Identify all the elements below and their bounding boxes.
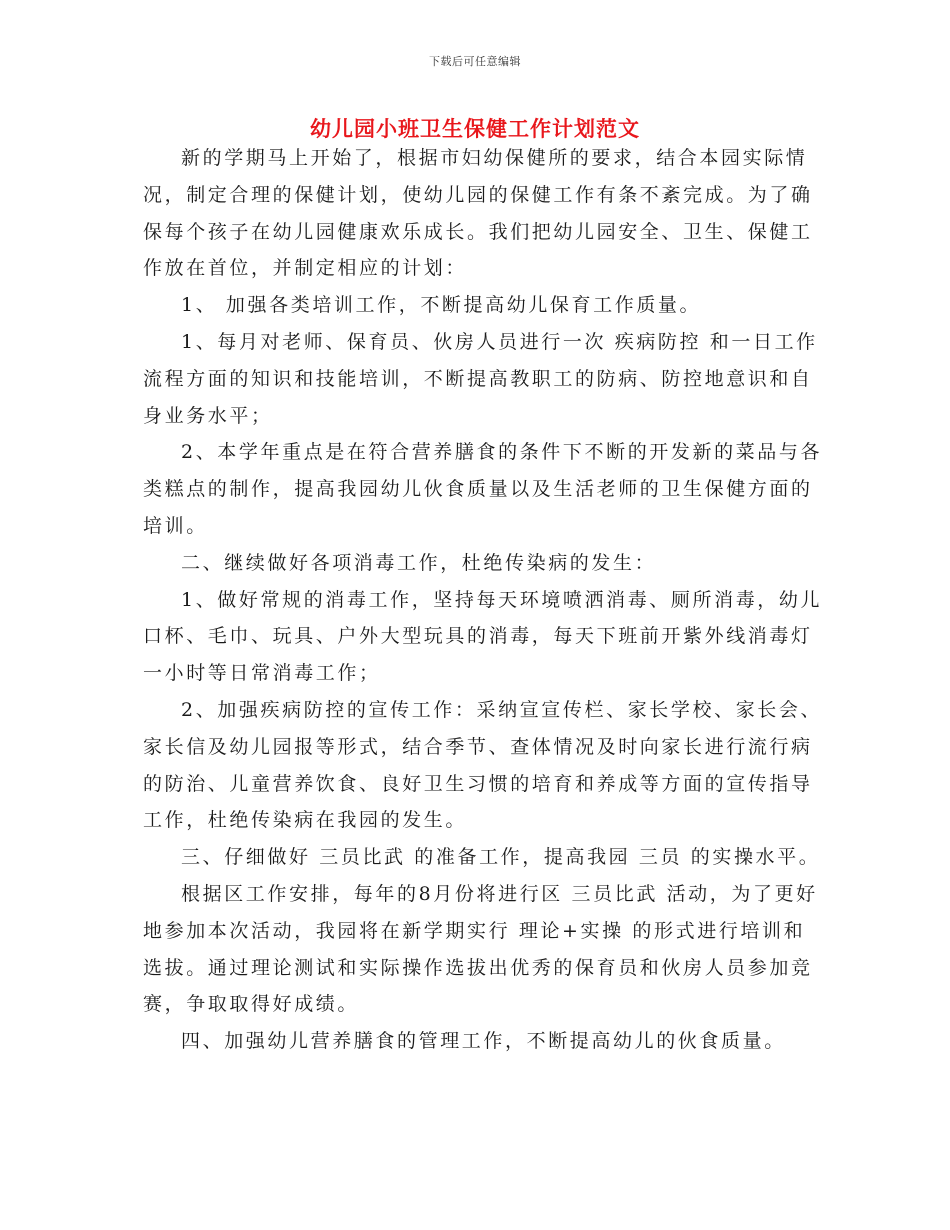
paragraph-section-2-heading: 二、继续做好各项消毒工作，杜绝传染病的发生： — [181, 551, 657, 574]
paragraph-intro: 新的学期马上开始了，根据市妇幼保健所的要求，结合本园实际情况，制定合理的保健计划，使幼儿园的保健工作有条不紊完成。为了确保每个孩子在幼儿园健康欢乐成长。我们把幼儿园安全、卫生、保健工作放在首位，并制定相应的计划： — [143, 147, 813, 280]
paragraph-section-3-body: 根据区工作安排，每年的8月份将进行区 三员比武 活动，为了更好地参加本次活动，我园将在新学期实行 理论+实操 的形式进行培训和选拔。通过理论测试和实际操作选拔出优秀的保育员和伙房人员参加竞赛，争取取得好成绩。 — [143, 882, 818, 1016]
paragraph-section-4-heading: 四、加强幼儿营养膳食的管理工作，不断提高幼儿的伙食质量。 — [181, 1030, 786, 1053]
document-body — [143, 140, 823, 1060]
paragraph-section-1-item-2: 2、本学年重点是在符合营养膳食的条件下不断的开发新的菜品与各类糕点的制作，提高我园幼儿伙食质量以及生活老师的卫生保健方面的培训。 — [143, 441, 823, 537]
paragraph-section-3-heading: 三、仔细做好 三员比武 的准备工作，提高我园 三员 的实操水平。 — [181, 846, 821, 869]
paragraph-section-2-item-2: 2、加强疾病防控的宣传工作：采纳宣宣传栏、家长学校、家长会、家长信及幼儿园报等形式，结合季节、查体情况及时向家长进行流行病的防治、儿童营养饮食、良好卫生习惯的培育和养成等方面的宣传指导工作，杜绝传染病在我园的发生。 — [143, 698, 823, 832]
paragraph-section-2-item-1: 1、做好常规的消毒工作，坚持每天环境喷洒消毒、厕所消毒，幼儿口杯、毛巾、玩具、户外大型玩具的消毒，每天下班前开紫外线消毒灯一小时等日常消毒工作； — [143, 588, 823, 685]
paragraph-section-1-heading: 1、 加强各类培训工作，不断提高幼儿保育工作质量。 — [181, 294, 702, 317]
page-header-note: 下载后可任意编辑 — [429, 55, 521, 68]
document-title: 幼儿园小班卫生保健工作计划范文 — [310, 116, 640, 141]
paragraph-section-1-item-1: 1、每月对老师、保育员、伙房人员进行一次 疾病防控 和一日工作流程方面的知识和技能培训，不断提高教职工的防病、防控地意识和自身业务水平； — [143, 330, 818, 427]
